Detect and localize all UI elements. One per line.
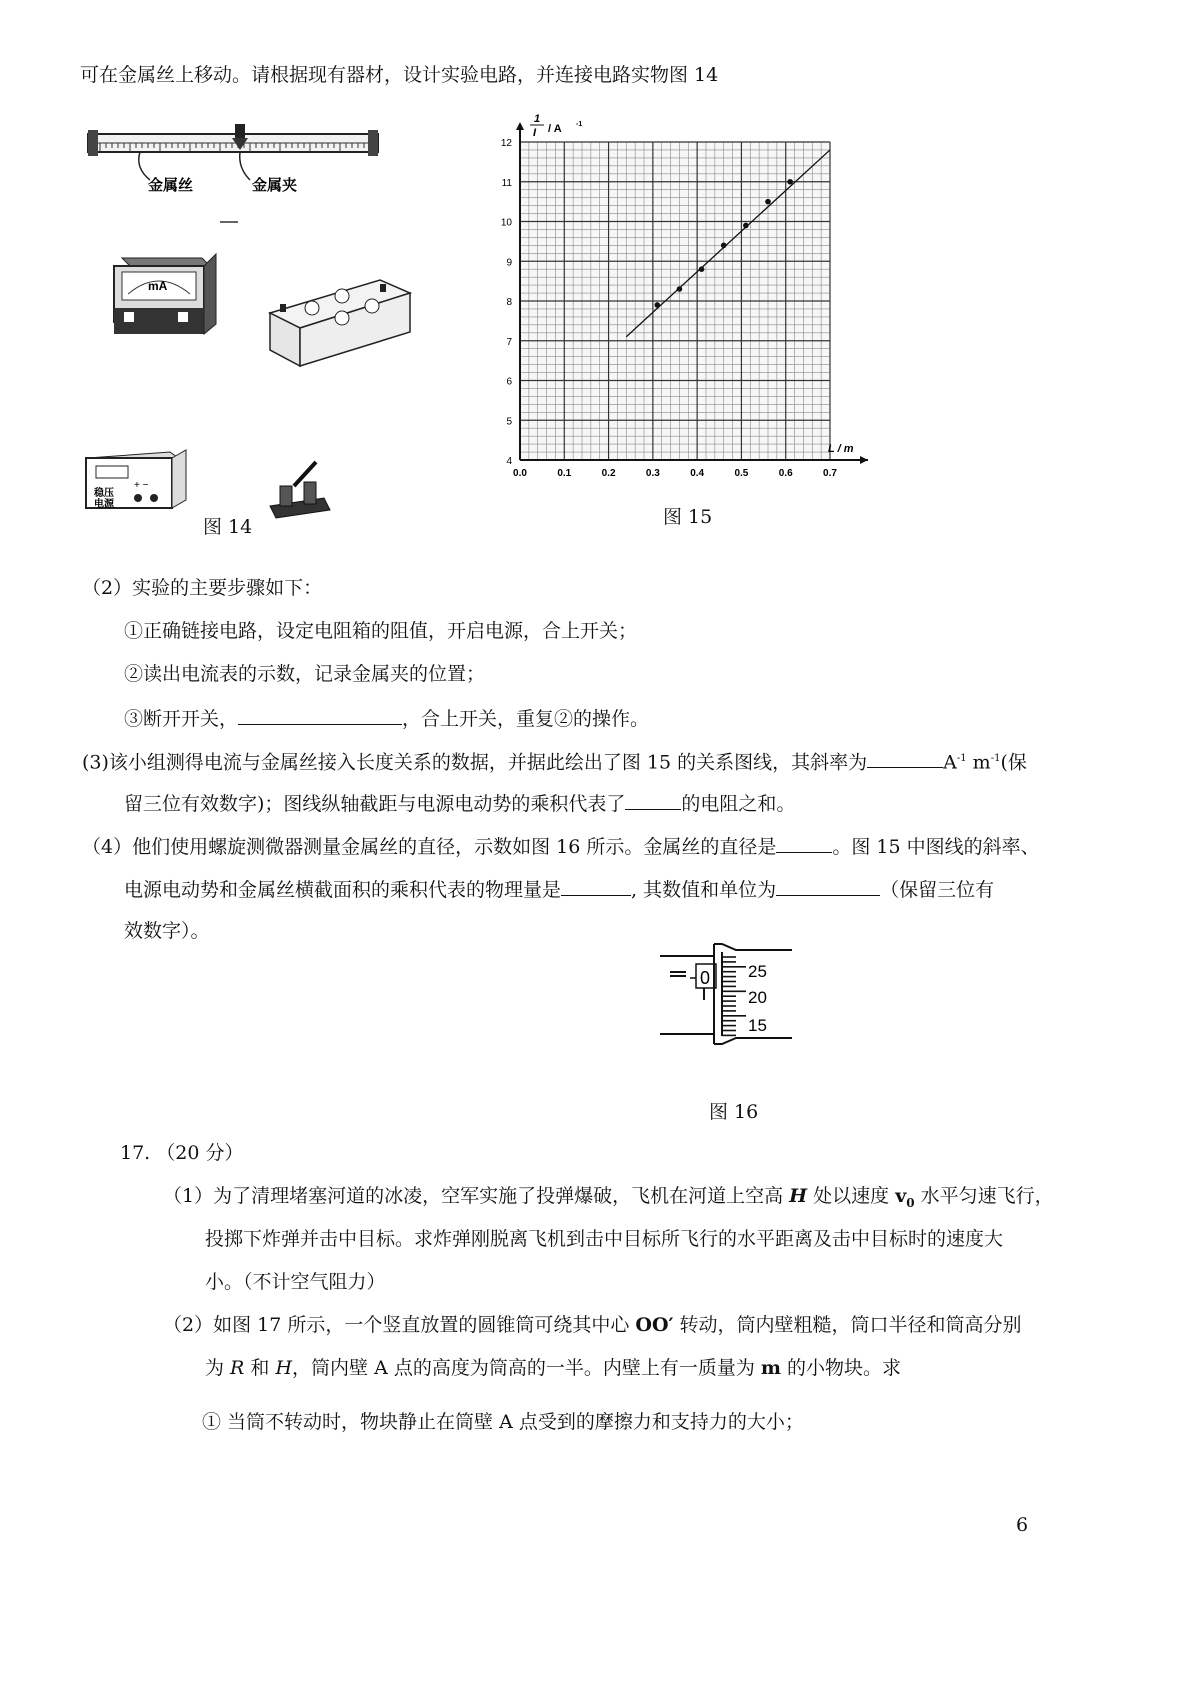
y-axis-label xyxy=(530,113,582,139)
micrometer-mark-20: 20 xyxy=(748,988,767,1007)
q17-heading: 17. （20 分） xyxy=(120,1142,244,1164)
q17-part-2-line-1 xyxy=(163,1312,1022,1338)
q3-line-1-part-a: (3)该小组测得电流与金属丝接入长度关系的数据，并据此绘出了图 15 的关系图线，其斜率为 xyxy=(82,751,868,774)
page-number: 6 xyxy=(1016,1514,1029,1536)
q17-p1-v-sub: 0 xyxy=(906,1195,915,1210)
micrometer-mark-25: 25 xyxy=(748,962,767,981)
y-tick-label: 7 xyxy=(506,336,512,348)
q2-step-3-part-a: ③断开开关， xyxy=(124,708,239,730)
switch xyxy=(270,462,330,518)
data-point xyxy=(699,266,705,272)
micrometer-sleeve xyxy=(660,956,716,1034)
figure-14 xyxy=(80,118,500,538)
q3-line-2-part-b: 的电阻之和。 xyxy=(681,793,796,815)
figure-14-caption: 图 14 xyxy=(203,516,253,538)
q2-step-1: ①正确链接电路，设定电阻箱的阻值，开启电源，合上开关； xyxy=(124,620,638,642)
x-tick-label: 0.2 xyxy=(601,468,616,479)
figure-15-caption: 图 15 xyxy=(663,506,713,528)
q3-intercept-blank[interactable] xyxy=(625,789,681,810)
figure-15-chart xyxy=(490,108,880,498)
q4-line-2-part-a: 电源电动势和金属丝横截面积的乘积代表的物理量是 xyxy=(124,879,562,901)
q17-sub-1: ① 当筒不转动时，物块静止在筒壁 A 点受到的摩擦力和支持力的大小； xyxy=(202,1411,804,1433)
q3-unit-m: m xyxy=(972,751,991,774)
y-tick-label: 11 xyxy=(501,177,512,189)
q17-p2-OO: OO′ xyxy=(635,1314,674,1336)
data-point xyxy=(743,223,749,229)
q3-slope-blank[interactable] xyxy=(867,747,943,768)
clip-label: 金属夹 xyxy=(252,177,298,194)
x-tick-label: 0.7 xyxy=(823,468,837,479)
q17-part-1-line-1 xyxy=(163,1183,1054,1216)
figure-16-caption: 图 16 xyxy=(709,1101,759,1123)
q17-p2-line2-d: 的小物块。求 xyxy=(780,1357,902,1379)
y-tick-label: 6 xyxy=(506,376,512,388)
micrometer-mark-15: 15 xyxy=(748,1016,767,1035)
resistance-box xyxy=(270,280,410,366)
q2-step-2: ②读出电流表的示数，记录金属夹的位置； xyxy=(124,663,486,685)
q4-line-2 xyxy=(124,875,994,903)
q4-line-1-part-b: 。图 15 中图线的斜率、 xyxy=(832,836,1040,858)
q4-quantity-blank[interactable] xyxy=(561,875,631,896)
q4-diameter-blank[interactable] xyxy=(776,832,832,853)
x-tick-label: 0.4 xyxy=(690,468,705,479)
wire-board xyxy=(88,124,378,180)
q2-step-3-part-b: ，合上开关，重复②的操作。 xyxy=(402,708,650,730)
figure-16 xyxy=(650,940,830,1060)
q3-line-1-part-b: (保 xyxy=(1000,751,1027,774)
q4-line-2-part-b: , 其数值和单位为 xyxy=(631,879,777,901)
y-tick-label: 5 xyxy=(506,416,512,428)
x-axis-label: L / m xyxy=(828,443,854,455)
micrometer-drawing xyxy=(650,940,830,1060)
q17-p1-a: （1）为了清理堵塞河道的冰凌，空军实施了投弹爆破，飞机在河道上空高 xyxy=(163,1185,790,1207)
y-label-unit: / A xyxy=(548,123,562,135)
q3-line-1 xyxy=(82,746,1027,775)
q2-step-3 xyxy=(124,704,649,732)
power-supply xyxy=(86,450,186,510)
q4-line-1 xyxy=(82,832,1040,860)
x-tick-label: 0.6 xyxy=(778,468,793,479)
q17-part-1-line-3: 小。（不计空气阻力） xyxy=(205,1271,386,1293)
q17-part-1-line-2: 投掷下炸弹并击中目标。求炸弹刚脱离飞机到击中目标所飞行的水平距离及击中目标时的速度大 xyxy=(205,1228,1004,1250)
q17-p2-b: 转动，筒内壁粗糙，筒口半径和筒高分别 xyxy=(673,1314,1022,1336)
x-tick-label: 0.0 xyxy=(513,468,527,479)
y-label-numerator: 1 xyxy=(534,113,541,125)
q4-line-3: 效数字）。 xyxy=(124,920,210,942)
q4-line-1-part-a: （4）他们使用螺旋测微器测量金属丝的直径，示数如图 16 所示。金属丝的直径是 xyxy=(82,836,777,858)
q2-heading: （2）实验的主要步骤如下： xyxy=(82,577,323,599)
data-point xyxy=(677,286,683,292)
q17-p2-line2-a: 为 xyxy=(205,1357,231,1379)
wire-label: 金属丝 xyxy=(148,177,194,194)
figure-14-apparatus xyxy=(80,118,500,538)
y-axis-arrow xyxy=(516,122,524,130)
q17-p2-R: R xyxy=(230,1357,245,1379)
q3-line-2 xyxy=(124,789,795,817)
figure-15 xyxy=(490,108,880,498)
x-tick-label: 0.3 xyxy=(645,468,660,479)
milliammeter xyxy=(114,254,216,334)
q17-p1-v: v xyxy=(895,1185,907,1207)
x-tick-labels xyxy=(513,468,837,479)
y-tick-label: 8 xyxy=(506,297,512,308)
y-tick-labels xyxy=(501,138,513,467)
data-point xyxy=(787,179,793,185)
q17-p2-H: H xyxy=(275,1357,293,1379)
q17-p1-b: 处以速度 xyxy=(807,1185,896,1207)
intro-text: 可在金属丝上移动。请根据现有器材，设计实验电路，并连接电路实物图 14 xyxy=(80,64,719,86)
q17-p1-H: H xyxy=(789,1185,808,1207)
q3-unit-m-exp: -1 xyxy=(990,753,1001,764)
meter-label: mA xyxy=(148,279,168,293)
y-tick-label: 10 xyxy=(500,217,512,229)
q17-part-2-line-2 xyxy=(205,1355,901,1381)
data-point xyxy=(654,302,660,308)
q3-line-2-part-a: 留三位有效数字)；图线纵轴截距与电源电动势的乘积代表了 xyxy=(124,793,626,815)
y-label-denominator: I xyxy=(533,127,537,139)
q17-p2-a: （2）如图 17 所示，一个竖直放置的圆锥筒可绕其中心 xyxy=(163,1314,636,1336)
q17-p2-m: m xyxy=(760,1357,781,1379)
supply-label-1: 稳压 xyxy=(94,488,114,499)
x-axis-arrow xyxy=(860,456,868,464)
q2-step-3-blank[interactable] xyxy=(238,704,402,725)
q4-value-blank[interactable] xyxy=(776,875,880,896)
x-tick-label: 0.5 xyxy=(734,468,749,479)
micrometer-thimble xyxy=(714,944,792,1044)
supply-polarity: + − xyxy=(134,480,149,491)
data-point xyxy=(765,199,771,205)
y-tick-label: 9 xyxy=(506,257,512,269)
supply-label-2: 电源 xyxy=(94,499,114,510)
q17-p2-line2-c: ，筒内壁 A 点的高度为筒高的一半。内壁上有一质量为 xyxy=(292,1357,761,1379)
micrometer-zero: 0 xyxy=(700,968,711,988)
q4-line-2-part-c: （保留三位有 xyxy=(880,879,995,901)
q17-p2-line2-b: 和 xyxy=(244,1357,276,1379)
y-label-exp: -1 xyxy=(576,121,583,128)
y-tick-label: 4 xyxy=(506,456,512,467)
y-tick-label: 12 xyxy=(500,138,512,149)
q3-unit-a-exp: -1 xyxy=(956,753,967,764)
q17-p1-c: 水平匀速飞行， xyxy=(914,1185,1054,1207)
data-point xyxy=(721,243,727,249)
q3-unit-a: A xyxy=(943,751,957,774)
x-tick-label: 0.1 xyxy=(557,468,572,479)
